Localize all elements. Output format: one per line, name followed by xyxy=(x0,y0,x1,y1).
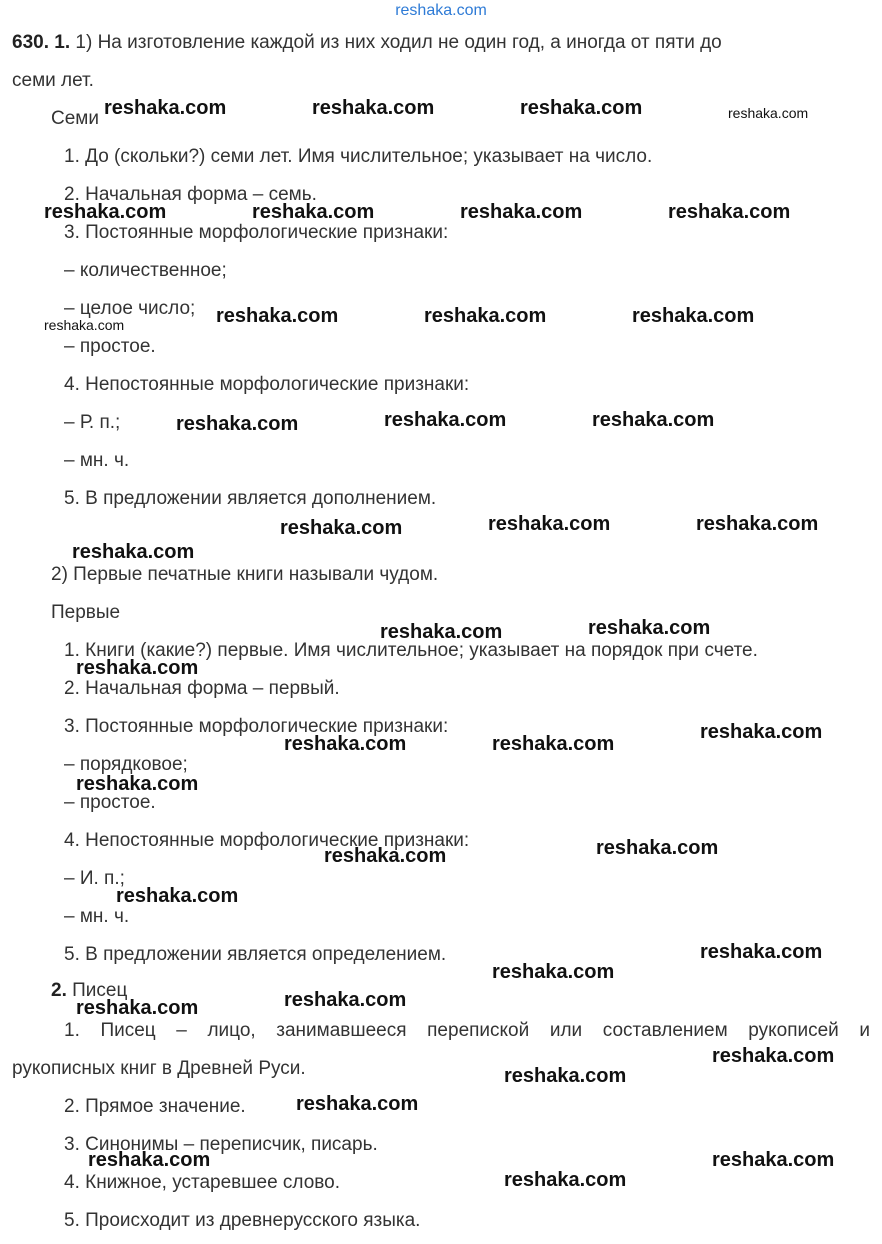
watermark: reshaka.com xyxy=(296,1093,419,1115)
watermark: reshaka.com xyxy=(76,773,199,795)
analysis-item: – мн. ч. xyxy=(64,906,130,927)
analysis-item: – количественное; xyxy=(64,260,227,281)
sentence-2-text: 2) Первые печатные книги называли чудом. xyxy=(51,564,439,585)
watermark: reshaka.com xyxy=(520,97,643,119)
watermark: reshaka.com xyxy=(504,1065,627,1087)
watermark: reshaka.com xyxy=(284,989,407,1011)
analysis-item: 5. В предложении является определением. xyxy=(64,944,447,965)
definition-line-2: рукописных книг в Древней Руси. xyxy=(12,1058,306,1079)
watermark: reshaka.com xyxy=(44,317,125,333)
watermark: reshaka.com xyxy=(632,305,755,327)
analysis-item: 5. Происходит из древнерусского языка. xyxy=(64,1210,421,1231)
watermark: reshaka.com xyxy=(252,201,375,223)
analysis-item: 3. Постоянные морфологические признаки: xyxy=(64,716,449,737)
watermark: reshaka.com xyxy=(76,997,199,1019)
watermark: reshaka.com xyxy=(596,837,719,859)
analysis-item: – Р. п.; xyxy=(64,412,121,433)
site-header-link[interactable]: reshaka.com xyxy=(395,2,487,19)
analysis-item: 2. Начальная форма – первый. xyxy=(64,678,340,699)
sentence-1-continuation: семи лет. xyxy=(12,70,94,91)
watermark: reshaka.com xyxy=(488,513,611,535)
watermark: reshaka.com xyxy=(700,721,823,743)
watermark: reshaka.com xyxy=(696,513,819,535)
watermark: reshaka.com xyxy=(76,657,199,679)
watermark: reshaka.com xyxy=(72,541,195,563)
analysis-item: – простое. xyxy=(64,336,156,357)
analysis-item: 1. Книги (какие?) первые. Имя числительное; указывает на порядок при счете. xyxy=(64,640,758,661)
watermark: reshaka.com xyxy=(44,201,167,223)
word-heading-pisets: Писец xyxy=(72,980,128,1001)
analysis-item: 3. Синонимы – переписчик, писарь. xyxy=(64,1134,378,1155)
analysis-item: – мн. ч. xyxy=(64,450,130,471)
watermark: reshaka.com xyxy=(492,733,615,755)
watermark: reshaka.com xyxy=(460,201,583,223)
watermark: reshaka.com xyxy=(728,105,809,121)
sentence-1-text: 1) На изготовление каждой из них ходил не один год, а иногда от пяти до xyxy=(75,32,722,53)
watermark: reshaka.com xyxy=(700,941,823,963)
watermark: reshaka.com xyxy=(216,305,339,327)
watermark: reshaka.com xyxy=(384,409,507,431)
watermark: reshaka.com xyxy=(312,97,435,119)
task-line-1 xyxy=(12,31,870,55)
analysis-item: – целое число; xyxy=(64,298,196,319)
analysis-item: 1. До (скольки?) семи лет. Имя числительное; указывает на число. xyxy=(64,146,653,167)
watermark: reshaka.com xyxy=(176,413,299,435)
watermark: reshaka.com xyxy=(380,621,503,643)
part2-number: 2. xyxy=(51,980,67,1001)
watermark: reshaka.com xyxy=(492,961,615,983)
watermark: reshaka.com xyxy=(504,1169,627,1191)
analysis-item: 2. Начальная форма – семь. xyxy=(64,184,317,205)
watermark: reshaka.com xyxy=(424,305,547,327)
analysis-item: – простое. xyxy=(64,792,156,813)
watermark: reshaka.com xyxy=(324,845,447,867)
analysis-item: 4. Непостоянные морфологические признаки: xyxy=(64,374,470,395)
watermark: reshaka.com xyxy=(284,733,407,755)
watermark: reshaka.com xyxy=(592,409,715,431)
analysis-item: 2. Прямое значение. xyxy=(64,1096,246,1117)
word-heading-pervye: Первые xyxy=(51,602,121,623)
watermark: reshaka.com xyxy=(668,201,791,223)
watermark: reshaka.com xyxy=(116,885,239,907)
word-heading-semi: Семи xyxy=(51,108,99,129)
watermark: reshaka.com xyxy=(104,97,227,119)
watermark: reshaka.com xyxy=(712,1045,835,1067)
analysis-item: 4. Книжное, устаревшее слово. xyxy=(64,1172,341,1193)
analysis-item: 4. Непостоянные морфологические признаки: xyxy=(64,830,470,851)
definition-line-1: 1. Писец – лицо, занимавшееся перепиской или составлением рукописей и xyxy=(64,1020,870,1041)
analysis-item: – порядковое; xyxy=(64,754,188,775)
task-number: 630. xyxy=(12,32,49,53)
watermark: reshaka.com xyxy=(280,517,403,539)
part1-number: 1. xyxy=(54,32,71,53)
watermark: reshaka.com xyxy=(712,1149,835,1171)
watermark: reshaka.com xyxy=(88,1149,211,1171)
analysis-item: – И. п.; xyxy=(64,868,125,889)
watermark: reshaka.com xyxy=(588,617,711,639)
analysis-item: 5. В предложении является дополнением. xyxy=(64,488,437,509)
analysis-item: 3. Постоянные морфологические признаки: xyxy=(64,222,449,243)
